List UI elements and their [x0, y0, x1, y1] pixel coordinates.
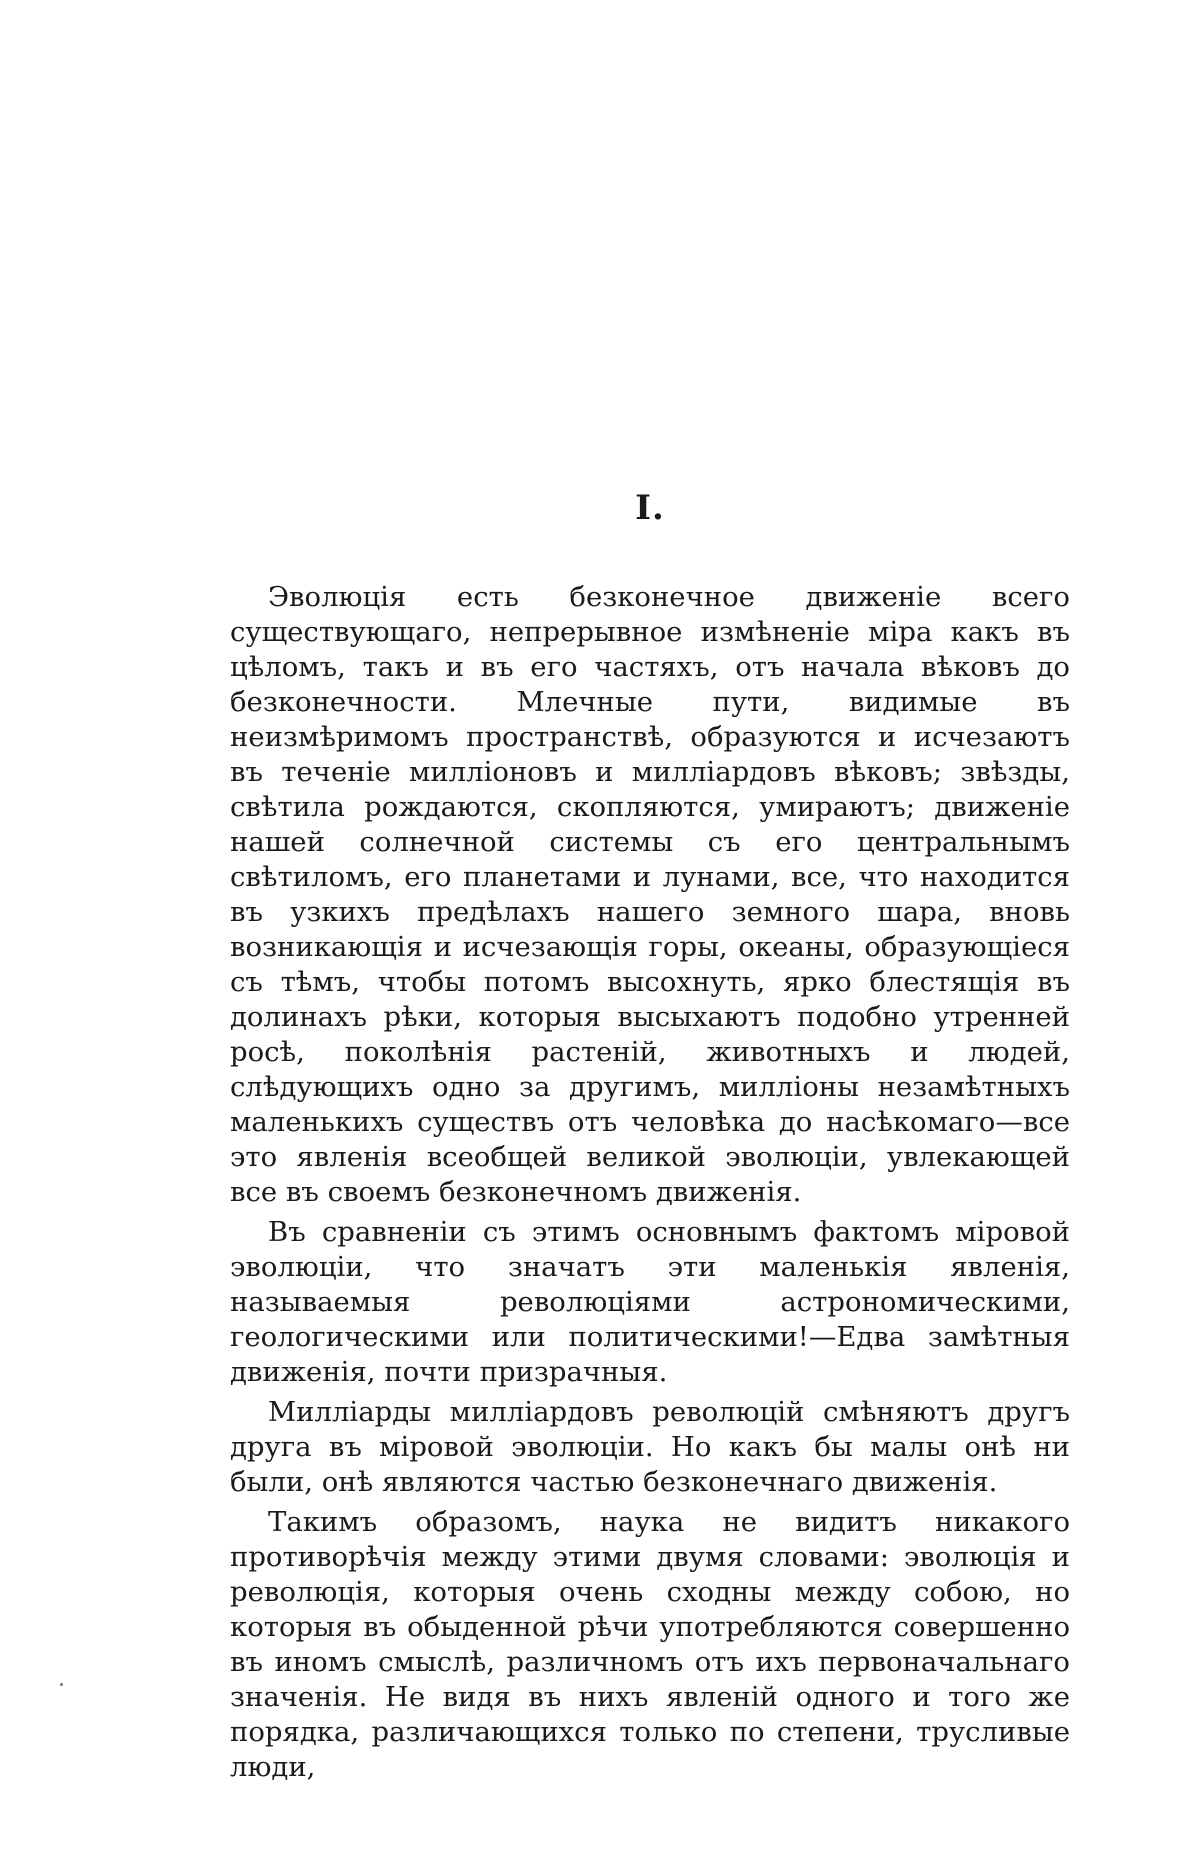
- paragraph-4: Такимъ образомъ, наука не видитъ никакого противорѣчія между этими двумя словами: эволюція и революція, которыя очень сходны между собою, но которыя въ обыденной рѣчи употребляются совершенно въ иномъ смыслѣ, различномъ отъ ихъ первоначальнаго значенія. Не видя въ нихъ явленій одного и того же порядка, различающихся только по степени, трусливые люди,: [230, 1506, 1070, 1783]
- scan-speck: [60, 1683, 63, 1686]
- chapter-heading: I.: [635, 488, 665, 528]
- paragraph-1: Эволюція есть безконечное движеніе всего существующаго, непрерывное измѣненіе міра какъ въ цѣломъ, такъ и въ его частяхъ, отъ начала вѣковъ до безконечности. Млечные пути, видимые въ неизмѣримомъ пространствѣ, образуются и исчезаютъ въ теченіе милліоновъ и милліардовъ вѣковъ; звѣзды, свѣтила рождаются, скопляются, умираютъ; движеніе нашей солнечной системы съ его центральнымъ свѣтиломъ, его планетами и лунами, все, что находится въ узкихъ предѣлахъ нашего земного шара, вновь возникающія и исчезающія горы, океаны, образующіеся съ тѣмъ, чтобы потомъ высохнуть, ярко блестящія въ долинахъ рѣки, которыя высыхаютъ подобно утренней росѣ, поколѣнія растеній, животныхъ и людей, слѣдующихъ одно за другимъ, милліоны незамѣтныхъ маленькихъ существъ отъ человѣка до насѣкомаго—все это явленія всеобщей великой эволюціи, увлекающей все въ своемъ безконечномъ движенія.: [230, 581, 1070, 1208]
- paragraph-3: Милліарды милліардовъ революцій смѣняютъ другъ друга въ міровой эволюціи. Но какъ бы малы онѣ ни были, онѣ являются частью безконечнаго движенія.: [230, 1396, 1070, 1498]
- body-text: [230, 580, 1070, 1785]
- paragraph-2: Въ сравненіи съ этимъ основнымъ фактомъ міровой эволюціи, что значатъ эти маленькія явленія, называемыя революціями астрономическими, геологическими или политическими!—Едва замѣтныя движенія, почти призрачныя.: [230, 1216, 1070, 1388]
